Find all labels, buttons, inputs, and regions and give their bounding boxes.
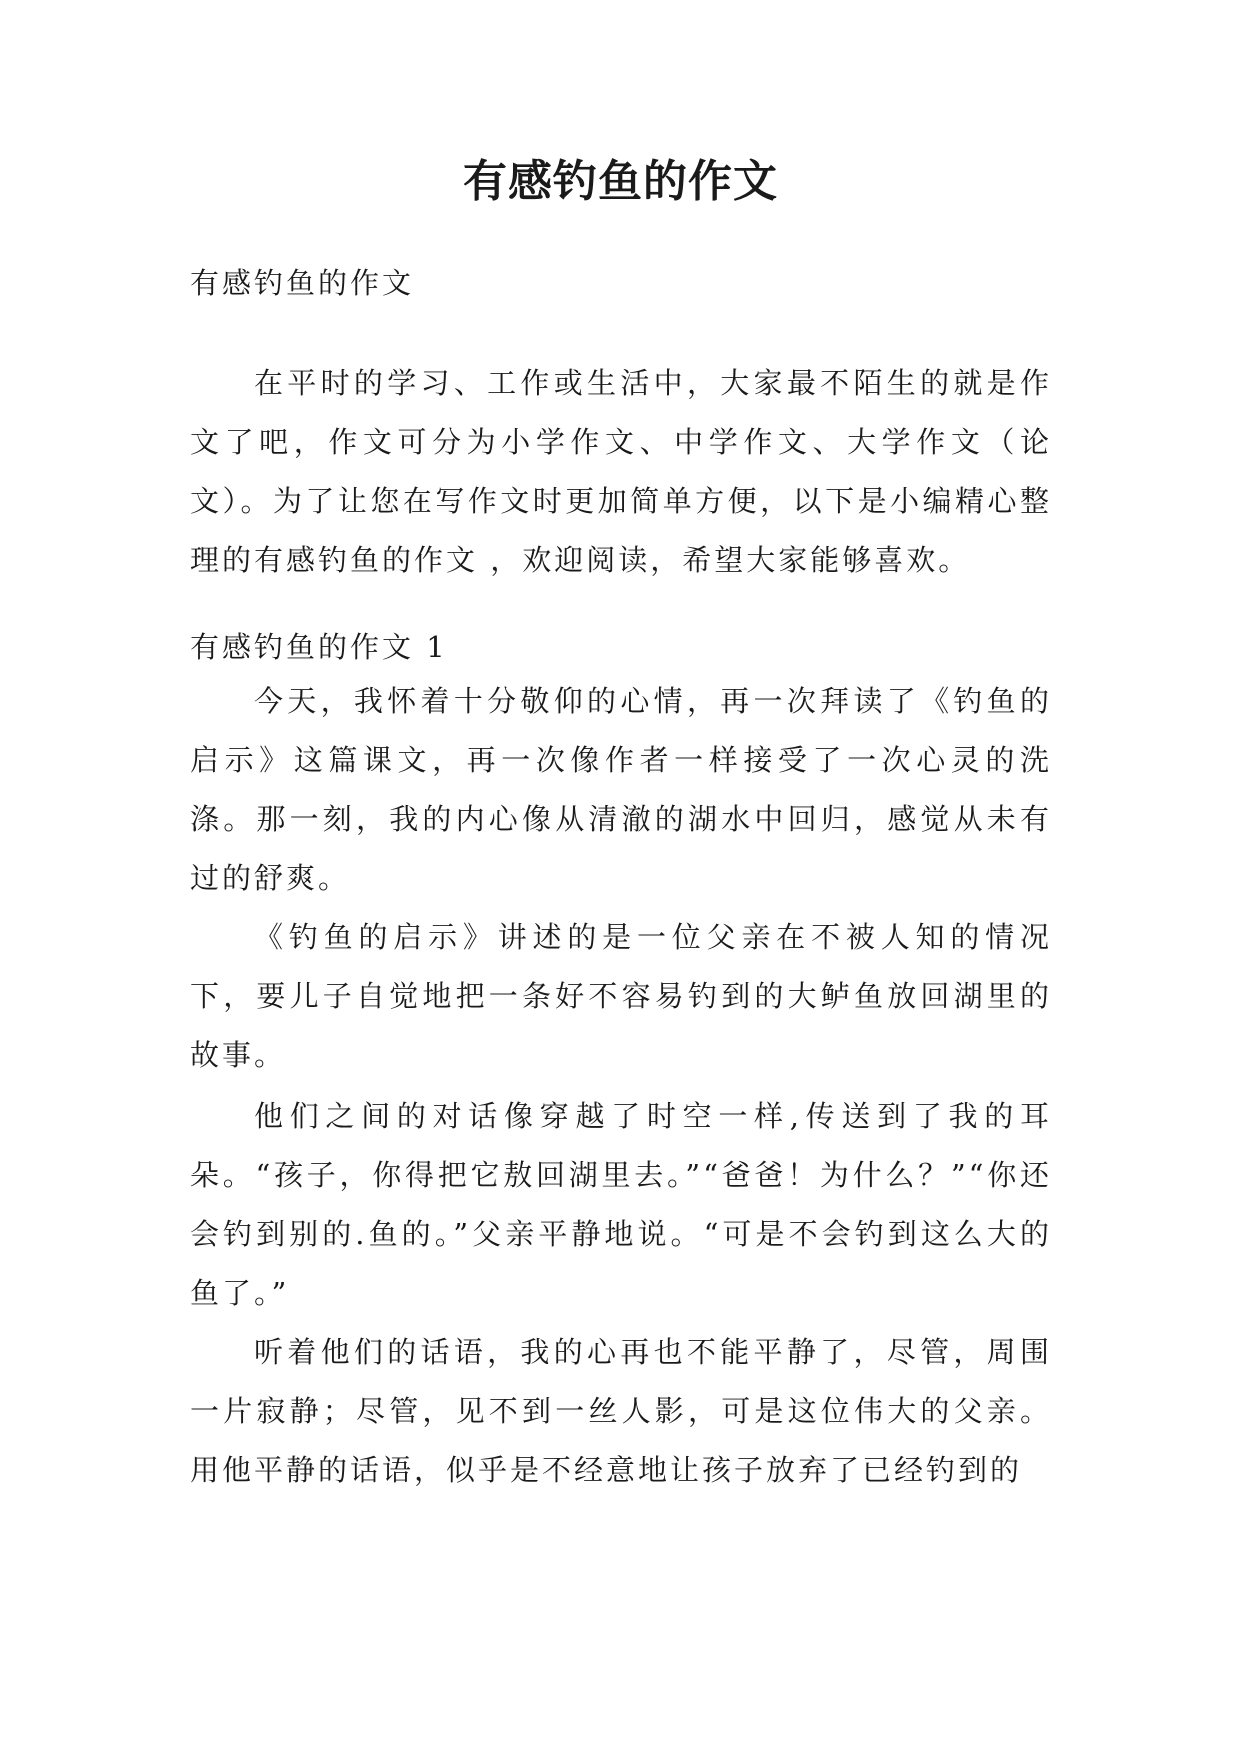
document-subtitle: 有感钓鱼的作文	[190, 266, 415, 300]
section-heading: 有感钓鱼的作文 1	[190, 630, 448, 664]
document-title: 有感钓鱼的作文	[463, 156, 778, 207]
intro-paragraph: 在平时的学习、工作或生活中，大家最不陌生的就是作文了吧，作文可分为小学作文、中学作文、大学作文（论文）。为了让您在写作文时更加简单方便，以下是小编精心整理的有感钓鱼的作文 ，欢迎阅读，希望大家能够喜欢。	[190, 366, 1052, 577]
body-paragraph-3: 他们之间的对话像穿越了时空一样,传送到了我的耳朵。“孩子，你得把它敖回湖里去。”“爸爸！为什么？”“你还会钓到别的.鱼的。”父亲平静地说。“可是不会钓到这么大的鱼了。”	[190, 1099, 1052, 1310]
body-paragraph-4: 听着他们的话语，我的心再也不能平静了，尽管，周围一片寂静；尽管，见不到一丝人影，可是这位伟大的父亲。用他平静的话语，似乎是不经意地让孩子放弃了已经钓到的	[190, 1335, 1052, 1487]
body-paragraph-1: 今天，我怀着十分敬仰的心情，再一次拜读了《钓鱼的启示》这篇课文，再一次像作者一样接受了一次心灵的洗涤。那一刻，我的内心像从清澈的湖水中回归，感觉从未有过的舒爽。	[190, 684, 1052, 895]
body-paragraph-2: 《钓鱼的启示》讲述的是一位父亲在不被人知的情况下，要儿子自觉地把一条好不容易钓到的大鲈鱼放回湖里的故事。	[190, 920, 1052, 1072]
